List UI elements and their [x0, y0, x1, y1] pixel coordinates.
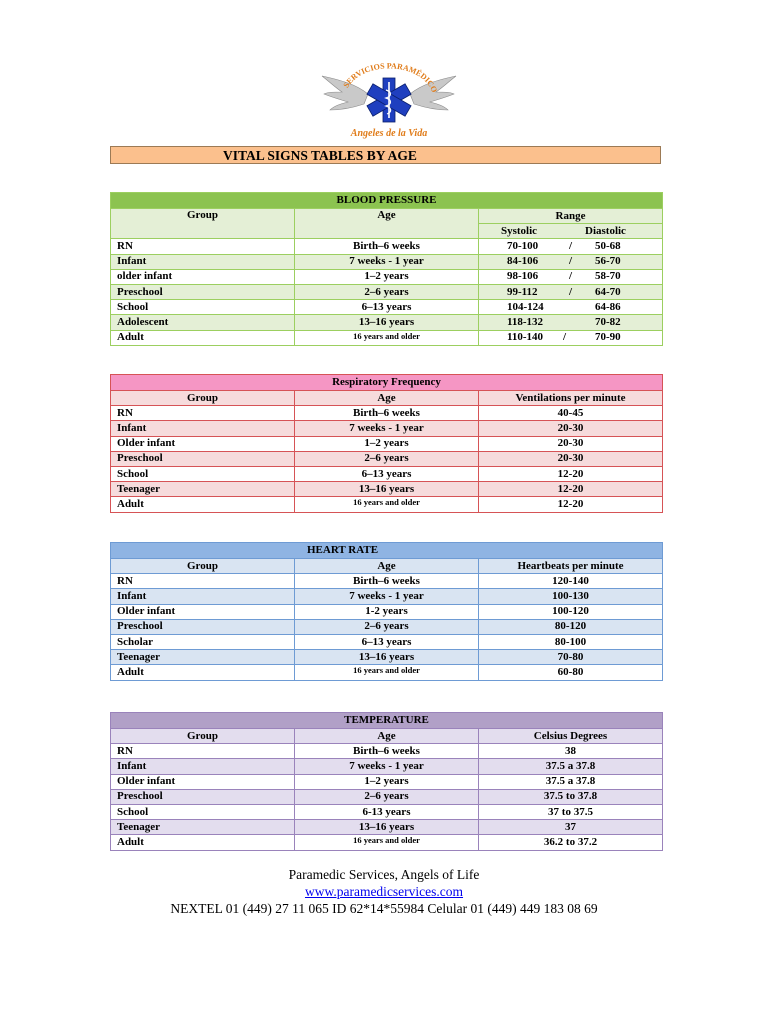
- age-cell: 7 weeks - 1 year: [295, 421, 479, 436]
- age-cell: Birth–6 weeks: [295, 744, 479, 759]
- group-cell: Adult: [111, 835, 295, 850]
- systolic-value: 84-106: [507, 255, 539, 268]
- group-cell: Infant: [111, 254, 295, 269]
- age-cell: 6–13 years: [295, 300, 479, 315]
- systolic-value: 99-112: [507, 285, 538, 298]
- systolic-value: 98-106: [507, 270, 539, 283]
- group-cell: Preschool: [111, 789, 295, 804]
- value-cell: 20-30: [479, 451, 663, 466]
- group-cell: School: [111, 466, 295, 481]
- systolic-value: 110-140: [507, 331, 544, 344]
- group-cell: Infant: [111, 589, 295, 604]
- diastolic-value: 56-70: [595, 255, 621, 268]
- website-link[interactable]: www.paramedicservices.com: [304, 884, 464, 899]
- group-cell: Teenager: [111, 820, 295, 835]
- column-header-age: Age: [295, 729, 479, 744]
- group-cell: Adult: [111, 330, 295, 345]
- table-row: [111, 284, 663, 299]
- column-header-group: Group: [111, 209, 295, 239]
- table-row: [111, 269, 663, 284]
- column-header-systolic: Systolic: [501, 224, 538, 237]
- age-cell: 16 years and older: [295, 330, 479, 345]
- group-cell: Preschool: [111, 284, 295, 299]
- value-cell: 36.2 to 37.2: [479, 835, 663, 850]
- group-cell: Teenager: [111, 650, 295, 665]
- age-cell: 6–13 years: [295, 634, 479, 649]
- column-header-age: Age: [295, 209, 479, 239]
- table-row: [111, 804, 663, 819]
- column-header-group: Group: [111, 391, 295, 406]
- value-cell: 80-100: [479, 634, 663, 649]
- column-header-group: Group: [111, 729, 295, 744]
- range-separator: /: [569, 239, 573, 252]
- age-cell: 1–2 years: [295, 269, 479, 284]
- blood-pressure-table: [110, 192, 663, 346]
- range-cell: [479, 269, 663, 284]
- value-cell: 100-130: [479, 589, 663, 604]
- age-cell: 1-2 years: [295, 604, 479, 619]
- value-cell: 60-80: [479, 665, 663, 680]
- table-row: [111, 789, 663, 804]
- table-caption: BLOOD PRESSURE: [111, 193, 663, 209]
- diastolic-value: 50-68: [595, 239, 621, 252]
- value-cell: 70-80: [479, 650, 663, 665]
- age-cell: 7 weeks - 1 year: [295, 759, 479, 774]
- table-row: [111, 330, 663, 345]
- respiratory-frequency-table: [110, 374, 663, 513]
- column-header-value: Ventilations per minute: [479, 391, 663, 406]
- logo: [318, 62, 460, 142]
- table-row: [111, 254, 663, 269]
- systolic-value: 104-124: [507, 300, 544, 313]
- column-header-group: Group: [111, 559, 295, 574]
- table-row: [111, 589, 663, 604]
- column-header-value: Heartbeats per minute: [479, 559, 663, 574]
- value-cell: 12-20: [479, 482, 663, 497]
- group-cell: Older infant: [111, 774, 295, 789]
- column-header-age: Age: [295, 391, 479, 406]
- range-cell: [479, 300, 663, 315]
- value-cell: 80-120: [479, 619, 663, 634]
- page-title-bar: [110, 146, 661, 164]
- group-cell: Adult: [111, 665, 295, 680]
- logo-bottom-text: Angeles de la Vida: [350, 128, 428, 139]
- table-row: [111, 650, 663, 665]
- logo-top-text: SERVICIOS PARAMÉDICO: [341, 62, 439, 94]
- table-row: [111, 604, 663, 619]
- value-cell: 40-45: [479, 406, 663, 421]
- value-cell: 12-20: [479, 466, 663, 481]
- value-cell: 100-120: [479, 604, 663, 619]
- table-row: [111, 406, 663, 421]
- age-cell: Birth–6 weeks: [295, 406, 479, 421]
- age-cell: 1–2 years: [295, 436, 479, 451]
- diastolic-value: 58-70: [595, 270, 621, 283]
- value-cell: 37.5 a 37.8: [479, 759, 663, 774]
- age-cell: Birth–6 weeks: [295, 574, 479, 589]
- group-cell: RN: [111, 574, 295, 589]
- age-cell: 13–16 years: [295, 820, 479, 835]
- heart-rate-table: [110, 542, 663, 681]
- table-row: [111, 665, 663, 680]
- group-cell: Infant: [111, 759, 295, 774]
- footer-company: Paramedic Services, Angels of Life: [288, 867, 480, 882]
- table-row: [111, 482, 663, 497]
- value-cell: 37 to 37.5: [479, 804, 663, 819]
- column-header-diastolic: Diastolic: [585, 224, 626, 237]
- group-cell: Preschool: [111, 619, 295, 634]
- group-cell: Infant: [111, 421, 295, 436]
- footer-link-wrap: [0, 884, 768, 900]
- group-cell: Preschool: [111, 451, 295, 466]
- age-cell: 7 weeks - 1 year: [295, 589, 479, 604]
- table-row: [111, 744, 663, 759]
- diastolic-value: 64-86: [595, 300, 621, 313]
- range-separator: /: [569, 270, 573, 283]
- range-separator: /: [569, 285, 573, 298]
- group-cell: older infant: [111, 269, 295, 284]
- table-caption: TEMPERATURE: [111, 713, 663, 729]
- group-cell: School: [111, 804, 295, 819]
- value-cell: 38: [479, 744, 663, 759]
- table-row: [111, 451, 663, 466]
- group-cell: RN: [111, 239, 295, 254]
- age-cell: Birth–6 weeks: [295, 239, 479, 254]
- group-cell: RN: [111, 406, 295, 421]
- age-cell: 13–16 years: [295, 315, 479, 330]
- age-cell: 1–2 years: [295, 774, 479, 789]
- table-row: [111, 774, 663, 789]
- range-separator: /: [563, 331, 567, 344]
- age-cell: 6–13 years: [295, 466, 479, 481]
- temperature-table: [110, 712, 663, 851]
- column-header-range: Range: [479, 209, 663, 224]
- range-subheader: [479, 224, 663, 239]
- range-separator: /: [569, 255, 573, 268]
- column-header-value: Celsius Degrees: [479, 729, 663, 744]
- table-caption: HEART RATE: [111, 543, 663, 559]
- value-cell: 37.5 to 37.8: [479, 789, 663, 804]
- age-cell: 13–16 years: [295, 482, 479, 497]
- table-row: [111, 835, 663, 850]
- table-row: [111, 574, 663, 589]
- table-row: [111, 315, 663, 330]
- range-cell: [479, 330, 663, 345]
- column-header-age: Age: [295, 559, 479, 574]
- systolic-value: 118-132: [507, 315, 544, 328]
- value-cell: 120-140: [479, 574, 663, 589]
- group-cell: Teenager: [111, 482, 295, 497]
- range-cell: [479, 239, 663, 254]
- range-cell: [479, 315, 663, 330]
- age-cell: 16 years and older: [295, 835, 479, 850]
- table-caption: Respiratory Frequency: [111, 375, 663, 391]
- footer-contact: NEXTEL 01 (449) 27 11 065 ID 62*14*55984 Celular 01 (449) 449 183 08 69: [170, 901, 598, 916]
- table-row: [111, 466, 663, 481]
- value-cell: 12-20: [479, 497, 663, 512]
- group-cell: Older infant: [111, 436, 295, 451]
- table-row: [111, 634, 663, 649]
- range-cell: [479, 254, 663, 269]
- value-cell: 20-30: [479, 436, 663, 451]
- age-cell: 6-13 years: [295, 804, 479, 819]
- table-row: [111, 759, 663, 774]
- age-cell: 16 years and older: [295, 665, 479, 680]
- group-cell: Adolescent: [111, 315, 295, 330]
- value-cell: 37.5 a 37.8: [479, 774, 663, 789]
- table-row: [111, 619, 663, 634]
- table-row: [111, 436, 663, 451]
- systolic-value: 70-100: [507, 239, 539, 252]
- diastolic-value: 70-82: [595, 315, 621, 328]
- value-cell: 20-30: [479, 421, 663, 436]
- table-row: [111, 239, 663, 254]
- value-cell: 37: [479, 820, 663, 835]
- age-cell: 2–6 years: [295, 789, 479, 804]
- group-cell: School: [111, 300, 295, 315]
- group-cell: Older infant: [111, 604, 295, 619]
- age-cell: 13–16 years: [295, 650, 479, 665]
- group-cell: Scholar: [111, 634, 295, 649]
- table-row: [111, 820, 663, 835]
- diastolic-value: 64-70: [595, 285, 621, 298]
- group-cell: RN: [111, 744, 295, 759]
- range-cell: [479, 284, 663, 299]
- diastolic-value: 70-90: [595, 331, 621, 344]
- page-title: VITAL SIGNS TABLES BY AGE: [223, 148, 417, 163]
- table-row: [111, 497, 663, 512]
- age-cell: 7 weeks - 1 year: [295, 254, 479, 269]
- age-cell: 2–6 years: [295, 619, 479, 634]
- age-cell: 2–6 years: [295, 284, 479, 299]
- age-cell: 2–6 years: [295, 451, 479, 466]
- age-cell: 16 years and older: [295, 497, 479, 512]
- star-of-life-logo-icon: [318, 62, 460, 142]
- table-row: [111, 300, 663, 315]
- table-row: [111, 421, 663, 436]
- group-cell: Adult: [111, 497, 295, 512]
